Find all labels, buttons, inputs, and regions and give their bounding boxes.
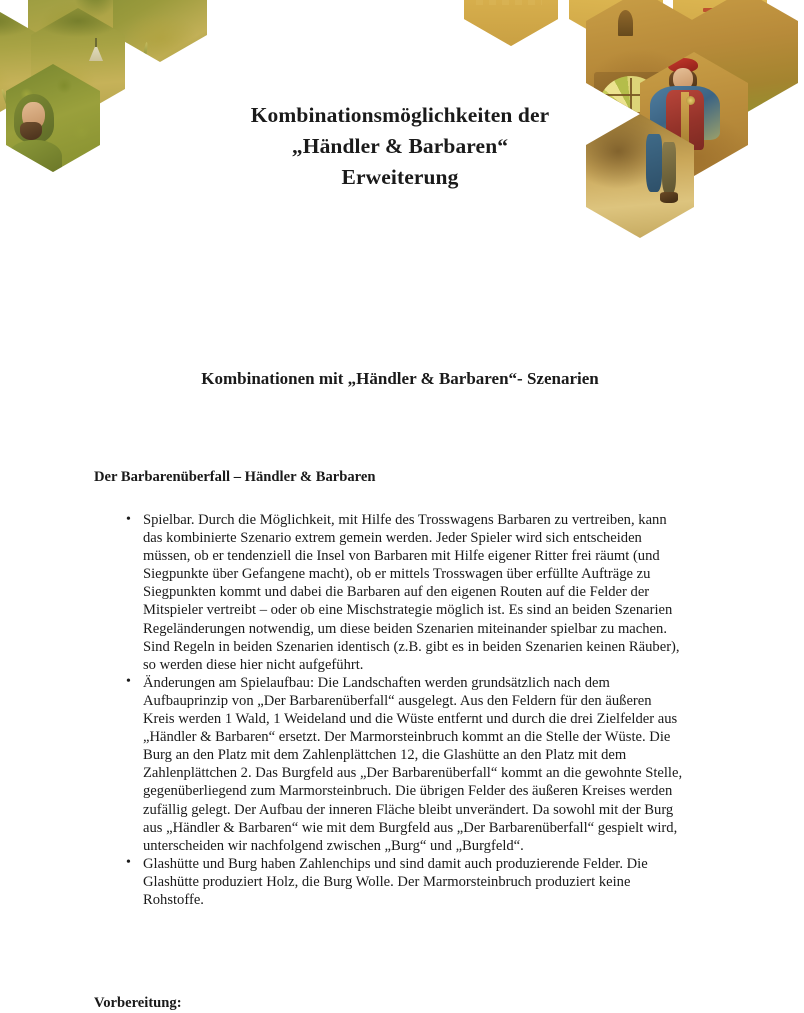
face-icon — [673, 68, 693, 90]
hex-city-wall-left — [569, 0, 663, 46]
list-item — [126, 674, 738, 855]
beard-icon — [20, 122, 42, 140]
grass-icon — [1, 88, 9, 104]
bullet-line: aus „Händler & Barbaren“ wie mit dem Burgfeld aus „Der Barbarenüberfall“ gespielt wird, — [143, 819, 678, 836]
sub-heading-vorbereitung: Vorbereitung: — [94, 994, 182, 1011]
bullet-line: Mitspieler vertreibt – oder ob eine Mischstrategie möglich ist. Es sind an beiden Szenarien — [143, 602, 673, 619]
bullet-line: Siegpunkten kommt und dabei die Barbaren auf den eigenen Routen auf die Felder der — [143, 584, 650, 601]
wall-texture — [690, 0, 798, 114]
hex-hooded-figure — [6, 64, 100, 172]
bullet-line: • Änderungen am Spielaufbau: Die Landschaften werden grundsätzlich nach dem — [143, 674, 610, 691]
tunic-stripe-icon — [681, 92, 689, 148]
hex-forest-top-left — [28, 0, 122, 62]
hex-stained-glass-window — [586, 0, 694, 114]
bullet-line: so werden diese hier nicht aufgeführt. — [143, 656, 364, 673]
hex-city-wall-far-left — [464, 0, 558, 46]
grass-icon — [143, 42, 148, 58]
page-title-line: Kombinationsmöglichkeiten der — [250, 103, 550, 128]
hex-castle-court — [690, 0, 798, 114]
grass-icon — [42, 40, 49, 56]
city-texture — [464, 0, 558, 46]
bullet-list — [126, 511, 738, 909]
page-title — [160, 100, 640, 193]
bullet-line: Glashütte produziert Holz, die Burg Wolle. Der Marmorsteinbruch produziert keine — [143, 873, 631, 890]
hex-meadow-left — [0, 8, 40, 116]
bullet-line: gegenüberliegend zum Marmorsteinbruch. Die übrigen Felder des äußeren Kreises werden — [143, 783, 673, 800]
tent-icon — [89, 44, 103, 61]
window-mullion-icon — [602, 94, 660, 96]
banner-icon — [703, 8, 725, 12]
hair-icon — [669, 69, 697, 91]
hat-icon — [668, 58, 698, 72]
page-title-line: Erweiterung — [341, 165, 459, 190]
bullet-line: Regeländerungen notwendig, um diese beiden Szenarien miteinander spielbar zu machen. — [143, 620, 667, 637]
hood-icon — [14, 94, 54, 142]
sub-heading-barbarenueberfall: Der Barbarenüberfall – Händler & Barbaren — [94, 468, 376, 485]
bullet-line: • Spielbar. Durch die Möglichkeit, mit Hilfe des Trosswagens Barbaren zu vertreiben, kann — [143, 512, 667, 528]
banner-icon — [605, 10, 627, 14]
brooch-icon — [686, 96, 695, 105]
hex-city-wall-right — [673, 0, 767, 46]
battlement-icon — [476, 0, 542, 5]
face-icon — [22, 102, 45, 130]
tent-pole-icon — [95, 38, 97, 47]
city-texture — [673, 0, 767, 46]
leg-icon — [662, 142, 676, 194]
grass-icon — [90, 36, 96, 52]
page-title-line: „Händler & Barbaren“ — [291, 134, 509, 159]
meadow-texture — [0, 8, 40, 116]
bullet-line: unterscheiden wir nachfolgend zwischen „Burg“ und „Burgfeld“. — [143, 837, 524, 854]
grass-icon — [75, 98, 80, 114]
section-title: Kombinationen mit „Händler & Barbaren“- Szenarien — [201, 369, 599, 389]
grass-icon — [49, 96, 56, 112]
meadow-texture — [31, 8, 125, 116]
bullet-line: das kombinierte Szenario extrem gemein werden. Jeder Spieler wird sich entscheiden — [143, 530, 642, 547]
city-texture — [569, 0, 663, 46]
cape-icon — [650, 86, 720, 140]
forest-texture — [28, 0, 122, 62]
tunic-icon — [666, 90, 704, 150]
bullet-line: • Glashütte und Burg haben Zahlenchips und sind damit auch produzierende Felder. Die — [143, 855, 648, 872]
bush-texture — [6, 64, 100, 172]
hex-meadow-center — [31, 8, 125, 116]
leg-icon — [646, 134, 662, 192]
bullet-line: Aufbauprinzip von „Der Barbarenüberfall“ ausgelegt. Aus den Feldern für den äußeren — [143, 692, 652, 709]
bullet-line: Siegpunkte über Gefangene macht), ob er mittels Trosswagen über erfüllte Aufträge zu — [143, 566, 651, 583]
wall-texture — [586, 0, 694, 114]
arch-icon — [618, 10, 633, 36]
hex-merchant — [640, 52, 748, 176]
bullet-line: müssen, ob er tendenziell die Insel von Barbaren mit Hilfe eigener Ritter frei räumt (und — [143, 548, 660, 565]
bullet-line: Kreis werden 1 Wald, 1 Weideland und die Wüste entfernt und durch die drei Zielfelder aus — [143, 711, 678, 728]
wall-texture — [640, 52, 748, 176]
bullet-line: Sind Regeln in beiden Szenarien identisch (z.B. gibt es in beiden Szenarien keinen Räuber), — [143, 638, 680, 655]
bullet-line: zufällig gelegt. Der Aufbau der inneren Fläche bleibt unverändert. Da sowohl mit der Burg — [143, 801, 674, 818]
bullet-line: Rohstoffe. — [143, 891, 204, 908]
bullet-line: Burg an den Platz mit dem Zahlenplättchen 12, die Glashütte an den Platz mit dem — [143, 747, 627, 764]
bullet-line: „Händler & Barbaren“ ersetzt. Der Marmorsteinbruch kommt an die Stelle der Wüste. Die — [143, 729, 671, 746]
list-item — [126, 855, 738, 909]
hex-forest-top-right — [113, 0, 207, 62]
list-item — [126, 511, 738, 674]
boot-icon — [660, 192, 678, 203]
bullet-line: Zahlenplättchen 2. Das Burgfeld aus „Der Barbarenüberfall“ kommt an die gewohnte Stelle, — [143, 765, 683, 782]
forest-texture — [113, 0, 207, 62]
shoulder-icon — [8, 140, 62, 174]
